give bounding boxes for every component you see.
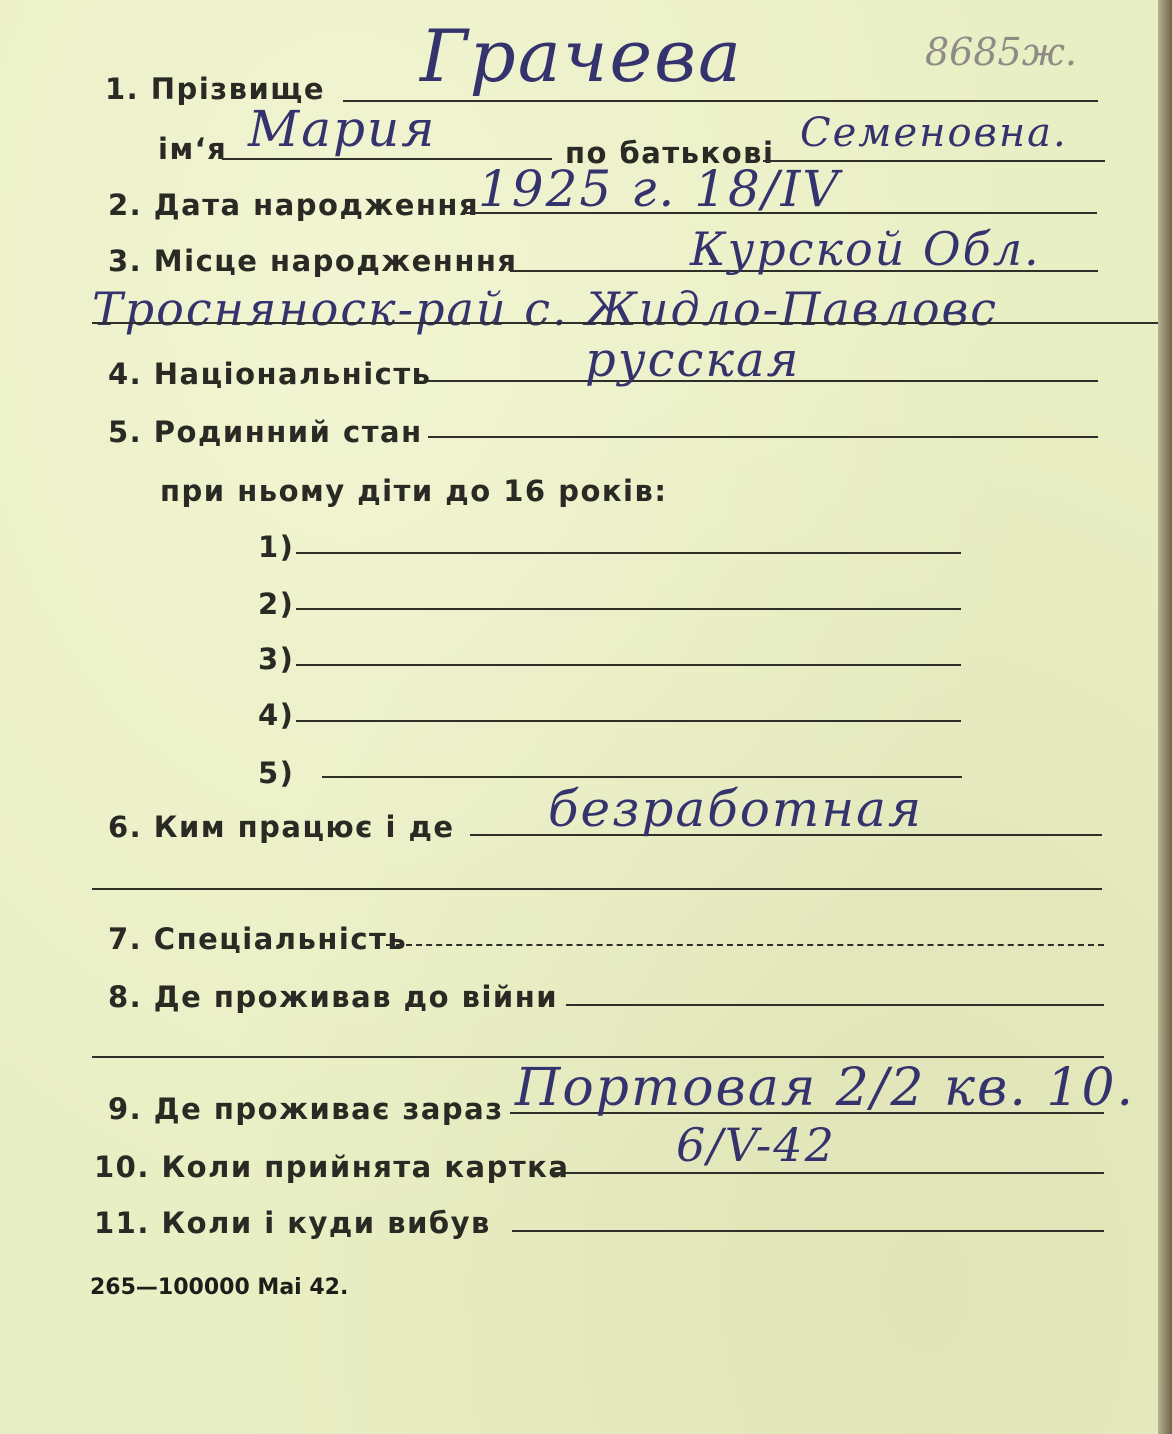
specialty-label: 7. Спеціальність — [108, 922, 408, 956]
work-line-2 — [92, 888, 1102, 890]
current-residence-handwriting: Портовая 2/2 кв. 10. — [515, 1058, 1136, 1118]
card-number-handwriting: 8685ж. — [925, 30, 1077, 74]
prewar-residence-line — [566, 1004, 1104, 1006]
name-label: ім‘я — [158, 132, 228, 166]
print-imprint: 265—100000 Mai 42. — [90, 1275, 349, 1300]
birth-place-handwriting-1: Курской Обл. — [690, 222, 1041, 276]
patronymic-label: по батькові — [565, 136, 775, 170]
birth-date-label: 2. Дата народження — [108, 188, 480, 222]
card-accepted-label: 10. Коли прийнята картка — [94, 1150, 570, 1184]
child-2-line — [296, 608, 961, 610]
specialty-line — [386, 944, 1104, 946]
child-1-label: 1) — [258, 530, 295, 564]
patronymic-handwriting: Семеновна. — [800, 110, 1068, 156]
marital-line — [428, 436, 1098, 438]
marital-label: 5. Родинний стан — [108, 415, 423, 449]
child-5-line — [322, 776, 962, 778]
child-2-label: 2) — [258, 587, 295, 621]
surname-line — [343, 100, 1098, 102]
name-handwriting: Мария — [248, 100, 437, 158]
child-1-line — [296, 552, 961, 554]
child-3-label: 3) — [258, 642, 295, 676]
surname-label: 1. Прізвище — [105, 72, 326, 106]
birth-date-handwriting: 1925 г. 18/IV — [478, 160, 841, 218]
nationality-label: 4. Національність — [108, 357, 432, 391]
surname-handwriting: Грачева — [420, 14, 743, 98]
work-label: 6. Ким працює і де — [108, 810, 455, 844]
departed-label: 11. Коли і куди вибув — [94, 1206, 491, 1240]
birth-place-label: 3. Місце народженння — [108, 244, 518, 278]
child-4-label: 4) — [258, 698, 295, 732]
children-label: при ньому діти до 16 років: — [160, 474, 668, 508]
prewar-residence-label: 8. Де проживав до війни — [108, 980, 559, 1014]
child-5-label: 5) — [258, 756, 295, 790]
work-handwriting: безработная — [548, 780, 924, 838]
child-4-line — [296, 720, 961, 722]
birth-place-handwriting-2: Тросняноск-рай с. Жидло-Павловс — [92, 282, 999, 336]
card-accepted-handwriting: 6/V-42 — [676, 1118, 836, 1172]
card-edge — [1158, 0, 1172, 1434]
departed-line — [512, 1230, 1104, 1232]
birth-place-line-2 — [92, 322, 1158, 324]
current-residence-label: 9. Де проживає зараз — [108, 1092, 504, 1126]
child-3-line — [296, 664, 961, 666]
card-accepted-line — [555, 1172, 1104, 1174]
nationality-handwriting: русская — [585, 332, 801, 388]
